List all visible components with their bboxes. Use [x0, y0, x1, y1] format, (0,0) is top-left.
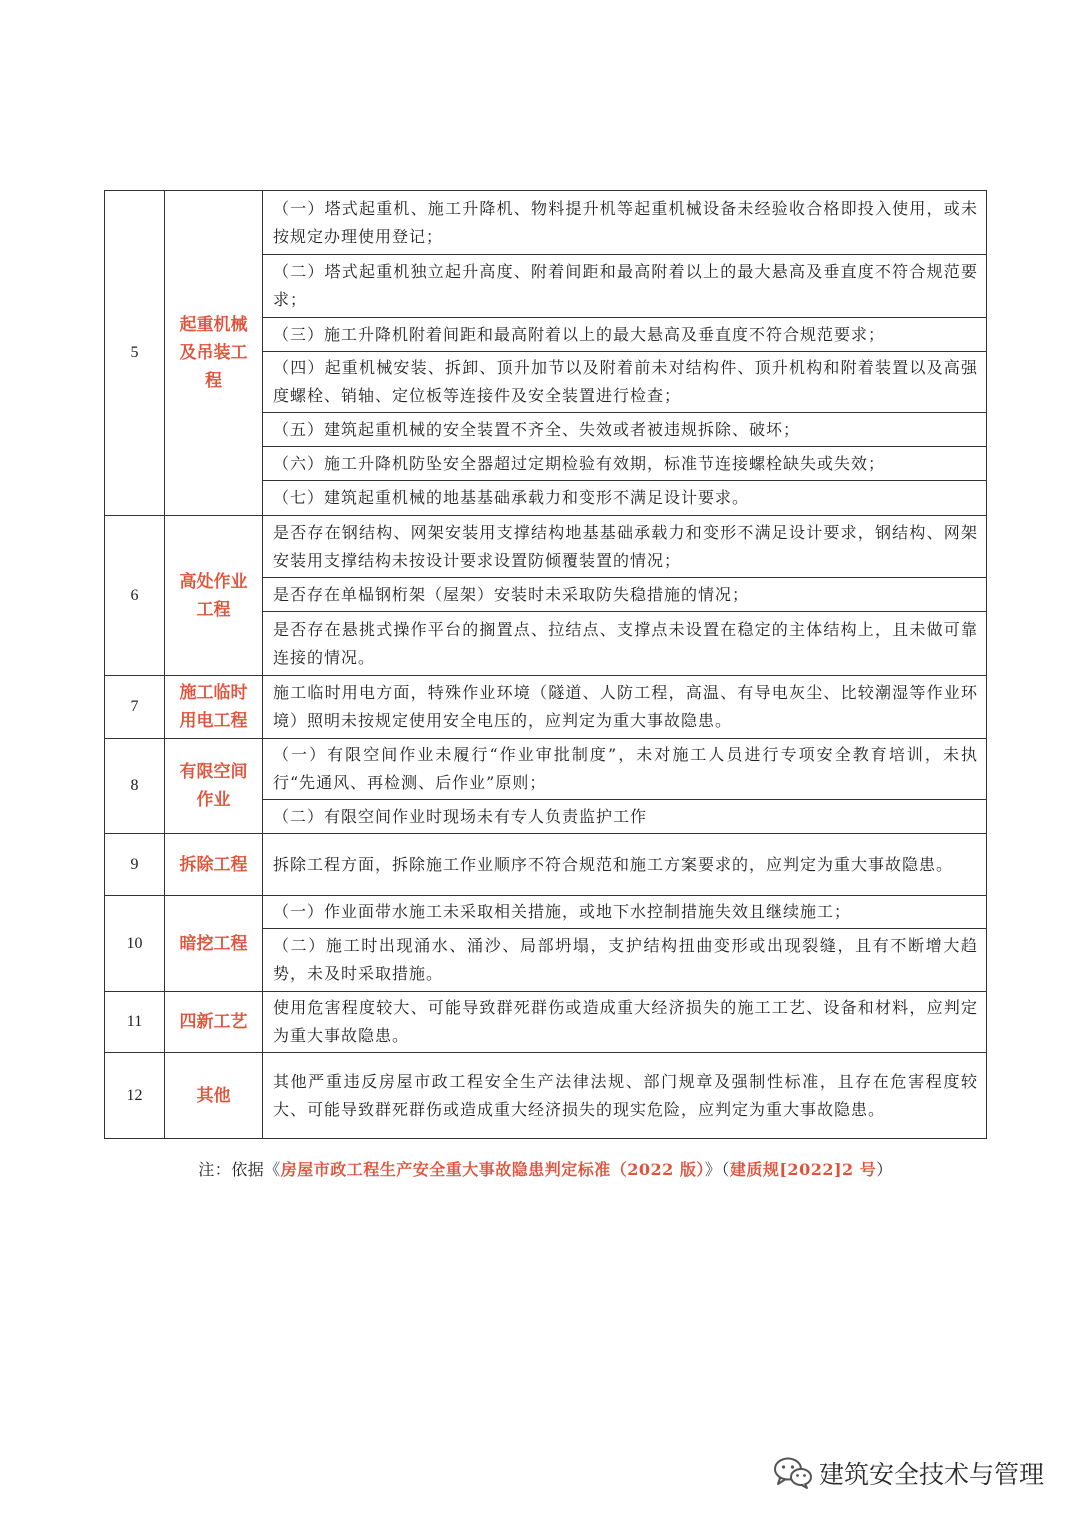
row-item: 施工临时用电方面，特殊作业环境（隧道、人防工程，高温、有导电灰尘、比较潮湿等作业环境）照明未按规定使用安全电压的，应判定为重大事故隐患。 [263, 676, 987, 739]
row-item: （二）有限空间作业时现场未有专人负责监护工作 [263, 800, 987, 834]
row-category: 暗挖工程 [165, 896, 263, 992]
row-number: 11 [105, 992, 165, 1053]
row-category: 四新工艺 [165, 992, 263, 1053]
row-item: 使用危害程度较大、可能导致群死群伤或造成重大经济损失的施工工艺、设备和材料，应判定为重大事故隐患。 [263, 992, 987, 1053]
row-category: 施工临时用电工程 [165, 676, 263, 739]
footnote [104, 1157, 987, 1180]
table-row [105, 1053, 987, 1139]
hazard-table [104, 190, 987, 1139]
row-item: （七）建筑起重机械的地基基础承载力和变形不满足设计要求。 [263, 481, 987, 516]
table-row [105, 516, 987, 578]
note-suffix: ） [876, 1160, 893, 1179]
row-item: （五）建筑起重机械的安全装置不齐全、失效或者被违规拆除、破坏； [263, 413, 987, 447]
wechat-icon [773, 1456, 813, 1490]
table-row [105, 992, 987, 1053]
table-row [105, 676, 987, 739]
note-prefix: 注：依据《 [198, 1160, 281, 1179]
row-item: 其他严重违反房屋市政工程安全生产法律法规、部门规章及强制性标准，且存在危害程度较大、可能导致群死群伤或造成重大经济损失的现实危险，应判定为重大事故隐患。 [263, 1053, 987, 1139]
row-item: （二）施工时出现涌水、涌沙、局部坍塌，支护结构扭曲变形或出现裂缝，且有不断增大趋势，未及时采取措施。 [263, 929, 987, 992]
row-number: 12 [105, 1053, 165, 1139]
row-category: 拆除工程 [165, 834, 263, 896]
row-category: 高处作业工程 [165, 516, 263, 676]
row-item: （六）施工升降机防坠安全器超过定期检验有效期，标准节连接螺栓缺失或失效； [263, 447, 987, 481]
row-item: 是否存在钢结构、网架安装用支撑结构地基基础承载力和变形不满足设计要求，钢结构、网架安装用支撑结构未按设计要求设置防倾覆装置的情况； [263, 516, 987, 578]
table-row [105, 191, 987, 255]
note-middle: 》（ [704, 1160, 730, 1179]
row-number: 5 [105, 191, 165, 516]
note-standard: 房屋市政工程生产安全重大事故隐患判定标准（2022 版） [280, 1160, 705, 1179]
row-item: 是否存在单榀钢桁架（屋架）安装时未采取防失稳措施的情况； [263, 578, 987, 612]
row-number: 8 [105, 739, 165, 834]
row-category: 有限空间作业 [165, 739, 263, 834]
row-item: （二）塔式起重机独立起升高度、附着间距和最高附着以上的最大悬高及垂直度不符合规范要求； [263, 255, 987, 318]
row-number: 7 [105, 676, 165, 739]
note-doc-number: 建质规[2022]2 号 [729, 1160, 877, 1179]
table-row [105, 834, 987, 896]
watermark-text: 建筑安全技术与管理 [818, 1460, 1044, 1489]
row-item: （一）作业面带水施工未采取相关措施，或地下水控制措施失效且继续施工； [263, 896, 987, 929]
row-item: （四）起重机械安装、拆卸、顶升加节以及附着前未对结构件、顶升机构和附着装置以及高强度螺栓、销轴、定位板等连接件及安全装置进行检查； [263, 352, 987, 413]
row-item: （一）塔式起重机、施工升降机、物料提升机等起重机械设备未经验收合格即投入使用，或未按规定办理使用登记； [263, 191, 987, 255]
row-category: 起重机械及吊装工程 [165, 191, 263, 516]
table-row [105, 739, 987, 800]
row-category: 其他 [165, 1053, 263, 1139]
row-item: 是否存在悬挑式操作平台的搁置点、拉结点、支撑点未设置在稳定的主体结构上，且未做可靠连接的情况。 [263, 612, 987, 676]
row-number: 10 [105, 896, 165, 992]
table-row [105, 896, 987, 929]
watermark [773, 1455, 1044, 1491]
row-number: 6 [105, 516, 165, 676]
row-number: 9 [105, 834, 165, 896]
row-item: （三）施工升降机附着间距和最高附着以上的最大悬高及垂直度不符合规范要求； [263, 318, 987, 352]
row-item: （一）有限空间作业未履行“作业审批制度”，未对施工人员进行专项安全教育培训，未执行“先通风、再检测、后作业”原则； [263, 739, 987, 800]
row-item: 拆除工程方面，拆除施工作业顺序不符合规范和施工方案要求的，应判定为重大事故隐患。 [263, 834, 987, 896]
